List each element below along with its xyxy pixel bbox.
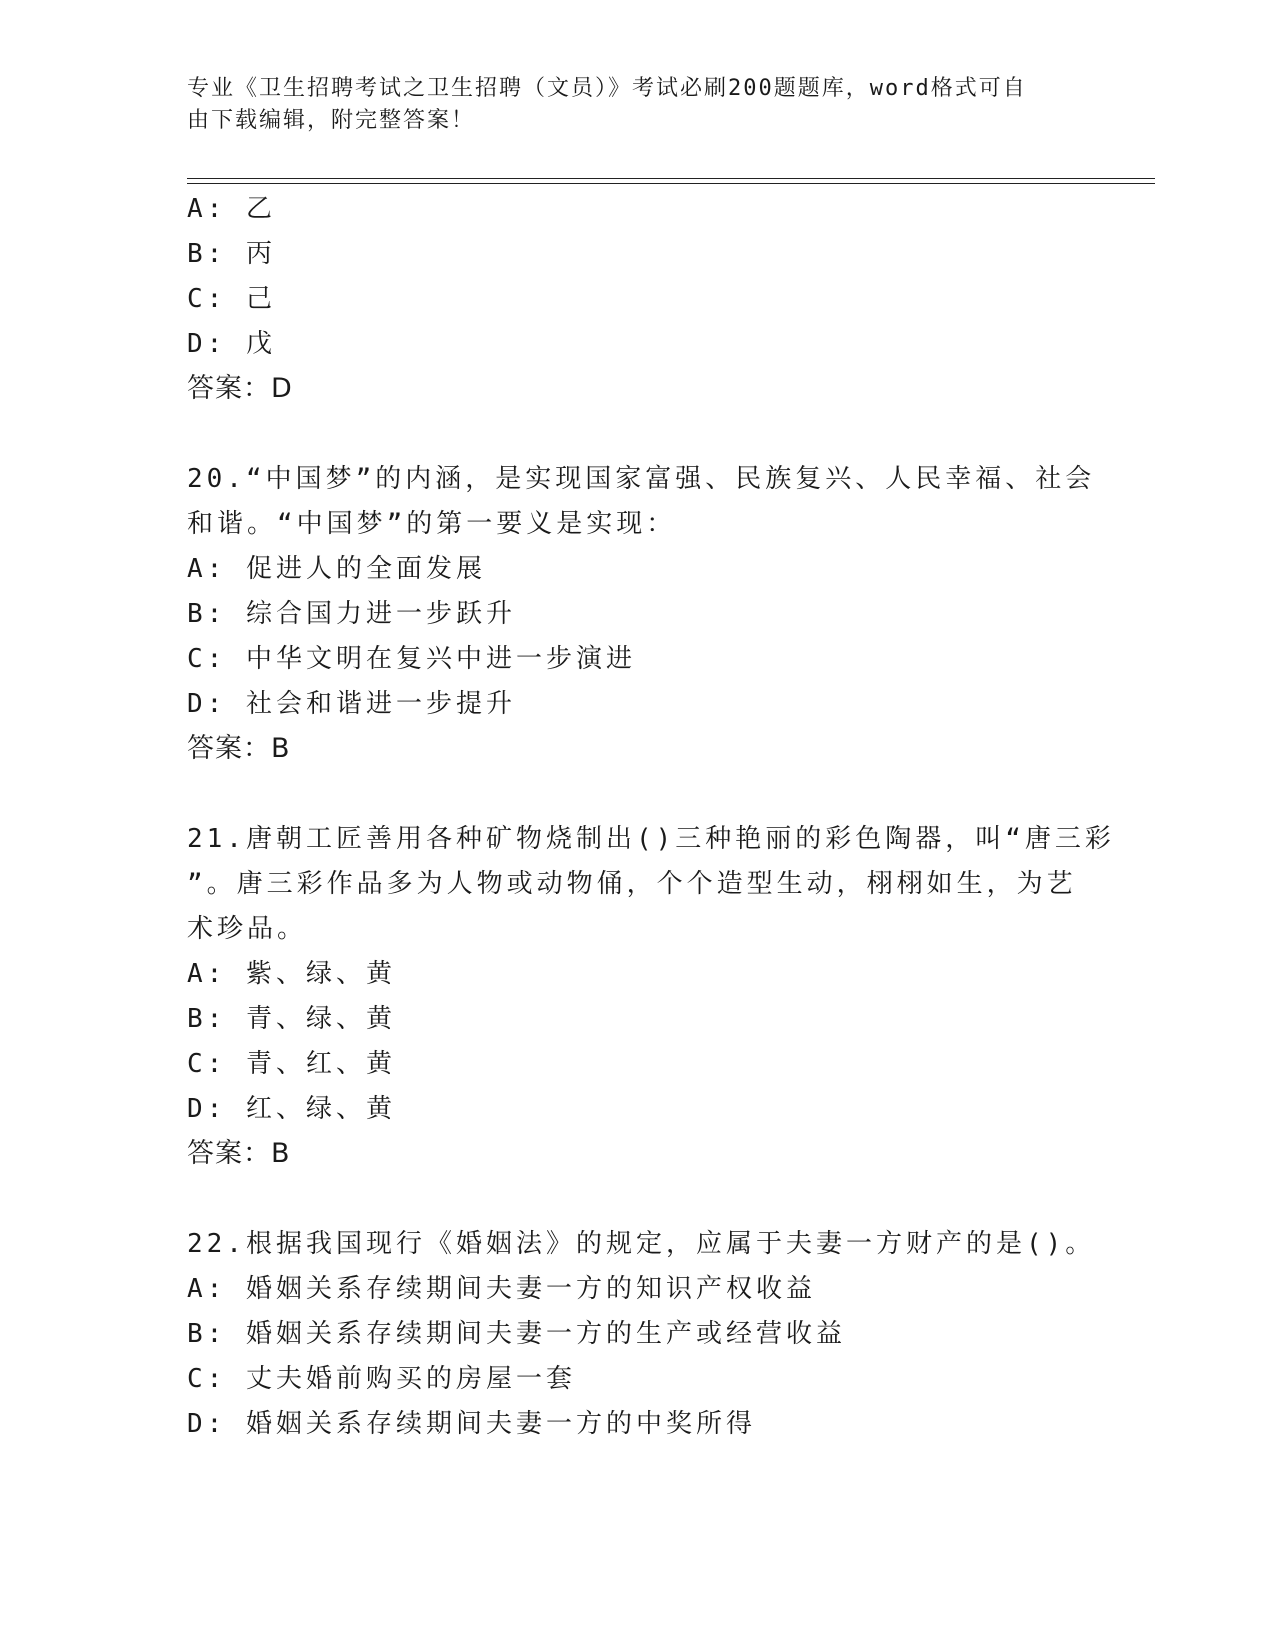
q22-option-c: C: 丈夫婚前购买的房屋一套 (187, 1364, 576, 1394)
q22-stem-line-1: 22.根据我国现行《婚姻法》的规定，应属于夫妻一方财产的是()。 (187, 1229, 1096, 1259)
q20-option-a: A: 促进人的全面发展 (187, 554, 486, 584)
q19-option-a: A: 乙 (187, 194, 276, 224)
document-header (187, 73, 1067, 137)
q21-option-b: B: 青、绿、黄 (187, 1004, 396, 1034)
header-rule-top (187, 178, 1155, 179)
q22-option-d: D: 婚姻关系存续期间夫妻一方的中奖所得 (187, 1409, 756, 1439)
q19-option-d: D: 戊 (187, 329, 276, 359)
q19-option-b: B: 丙 (187, 239, 276, 269)
q20-option-d: D: 社会和谐进一步提升 (187, 689, 516, 719)
q20-stem-line-1: 20.“中国梦”的内涵，是实现国家富强、民族复兴、人民幸福、社会 (187, 464, 1096, 494)
q21-option-c: C: 青、红、黄 (187, 1049, 396, 1079)
header-rule-bottom (187, 183, 1155, 184)
q21-stem-line-1: 21.唐朝工匠善用各种矿物烧制出()三种艳丽的彩色陶器，叫“唐三彩 (187, 824, 1115, 854)
q22-option-b: B: 婚姻关系存续期间夫妻一方的生产或经营收益 (187, 1319, 846, 1349)
q20-option-b: B: 综合国力进一步跃升 (187, 599, 516, 629)
q20-option-c: C: 中华文明在复兴中进一步演进 (187, 644, 636, 674)
q21-option-a: A: 紫、绿、黄 (187, 959, 396, 989)
q20-answer: 答案：B (187, 733, 291, 764)
q21-stem-line-2: ”。唐三彩作品多为人物或动物俑，个个造型生动，栩栩如生，为艺 (187, 869, 1077, 899)
q22-option-a: A: 婚姻关系存续期间夫妻一方的知识产权收益 (187, 1274, 816, 1304)
q21-answer: 答案：B (187, 1138, 291, 1169)
header-line-1: 专业《卫生招聘考试之卫生招聘（文员）》考试必刷200题题库，word格式可自 (187, 76, 1027, 101)
q20-stem-line-2: 和谐。“中国梦”的第一要义是实现： (187, 509, 677, 539)
q19-answer: 答案：D (187, 373, 293, 404)
header-line-2: 由下载编辑，附完整答案！ (187, 108, 476, 133)
q21-stem-line-3: 术珍品。 (187, 914, 308, 944)
q21-option-d: D: 红、绿、黄 (187, 1094, 396, 1124)
q19-option-c: C: 己 (187, 284, 276, 314)
